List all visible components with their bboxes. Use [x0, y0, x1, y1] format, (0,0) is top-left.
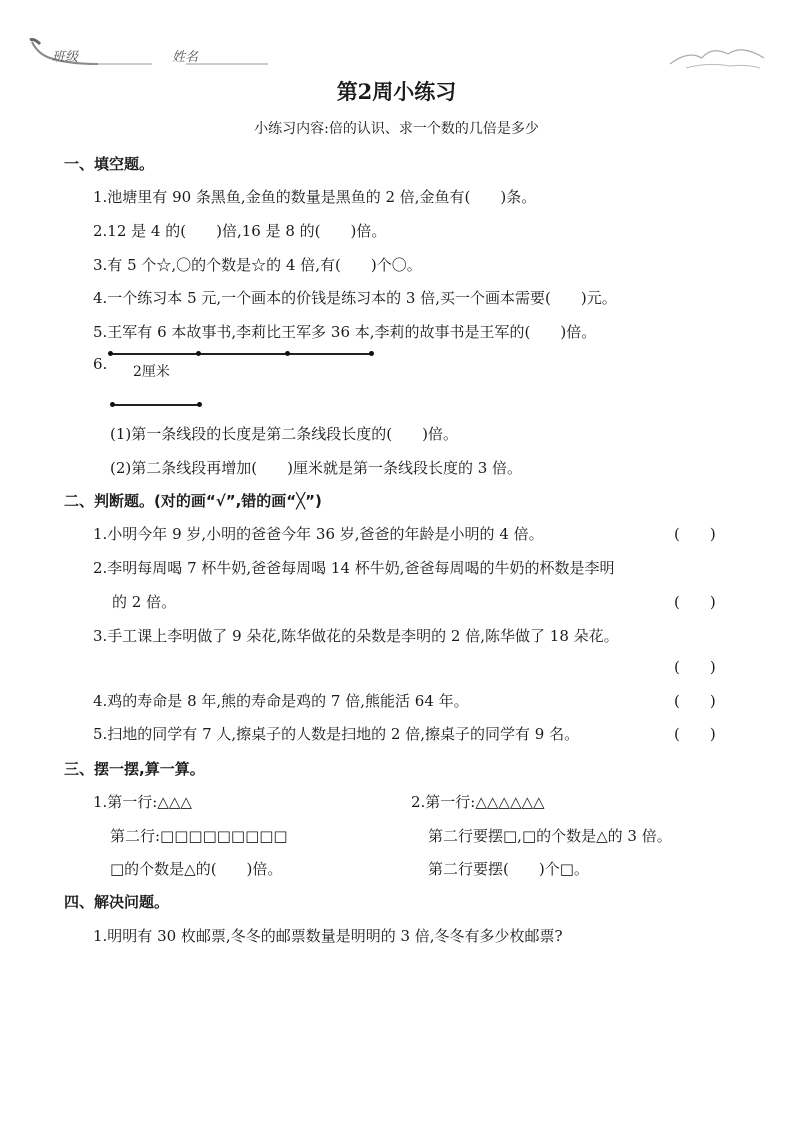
s3-problem-1-question: □的个数是△的( )倍。	[110, 860, 283, 878]
s4-question-1: 1.明明有 30 枚邮票,冬冬的邮票数量是明明的 3 倍,冬冬有多少枚邮票?	[93, 927, 563, 945]
section2-heading: 二、判断题。(对的画“√”,错的画“╳”)	[64, 492, 322, 510]
section4-heading: 四、解决问题。	[64, 893, 170, 911]
s2-question-3: 3.手工课上李明做了 9 朵花,陈华做花的朵数是李明的 2 倍,陈华做了 18 朵花。	[93, 627, 619, 645]
page-title: 第2周小练习	[336, 79, 457, 104]
s1-question-5: 5.王军有 6 本故事书,李莉比王军多 36 本,李莉的故事书是王军的( )倍。	[93, 323, 597, 341]
second-segment	[112, 404, 200, 406]
segment-tick	[285, 351, 290, 356]
s3-problem-2-row-1: 2.第一行:△△△△△△	[411, 793, 545, 811]
mountain-decoration	[668, 40, 768, 75]
s1-question-3: 3.有 5 个☆,〇的个数是☆的 4 倍,有( )个〇。	[93, 256, 422, 274]
s3-problem-2-row-2: 第二行要摆□,□的个数是△的 3 倍。	[428, 827, 672, 845]
s2-answer-1[interactable]: ( )	[674, 525, 716, 543]
segment-endpoint	[108, 351, 113, 356]
segment-endpoint	[369, 351, 374, 356]
s1-question-4: 4.一个练习本 5 元,一个画本的价钱是练习本的 3 倍,买一个画本需要( )元。	[93, 289, 617, 307]
s2-answer-4[interactable]: ( )	[674, 692, 716, 710]
s2-answer-5[interactable]: ( )	[674, 725, 716, 743]
s2-question-2-line-2: 的 2 倍。	[112, 593, 177, 611]
s2-answer-2[interactable]: ( )	[674, 593, 716, 611]
page-subtitle: 小练习内容:倍的认识、求一个数的几倍是多少	[254, 121, 539, 137]
s2-question-5: 5.扫地的同学有 7 人,擦桌子的人数是扫地的 2 倍,擦桌子的同学有 9 名。	[93, 725, 580, 743]
segment-endpoint	[110, 402, 115, 407]
s1-question-6-sub-2: (2)第二条线段再增加( )厘米就是第一条线段长度的 3 倍。	[110, 459, 523, 477]
s2-question-2-line-1: 2.李明每周喝 7 杯牛奶,爸爸每周喝 14 杯牛奶,爸爸每周喝的牛奶的杯数是李明	[93, 559, 615, 577]
section3-heading: 三、摆一摆,算一算。	[64, 760, 205, 778]
segment-length-label: 2厘米	[133, 364, 170, 380]
class-label: 班级	[52, 50, 79, 65]
s2-question-1: 1.小明今年 9 岁,小明的爸爸今年 36 岁,爸爸的年龄是小明的 4 倍。	[93, 525, 544, 543]
s2-question-4: 4.鸡的寿命是 8 年,熊的寿命是鸡的 7 倍,熊能活 64 年。	[93, 692, 469, 710]
name-label: 姓名	[172, 50, 199, 65]
s1-question-2: 2.12 是 4 的( )倍,16 是 8 的( )倍。	[93, 222, 387, 240]
s3-problem-2-question: 第二行要摆( )个□。	[428, 860, 589, 878]
section1-heading: 一、填空题。	[64, 155, 155, 173]
segment-endpoint	[197, 402, 202, 407]
segment-tick	[196, 351, 201, 356]
s1-question-6-sub-1: (1)第一条线段的长度是第二条线段长度的( )倍。	[110, 425, 458, 443]
s1-question-6-number: 6.	[93, 355, 108, 373]
s4-answer-area[interactable]	[93, 960, 733, 1100]
s3-problem-1-row-1: 1.第一行:△△△	[93, 793, 192, 811]
s1-question-1: 1.池塘里有 90 条黑鱼,金鱼的数量是黑鱼的 2 倍,金鱼有( )条。	[93, 188, 537, 206]
s3-problem-1-row-2: 第二行:□□□□□□□□□	[110, 827, 288, 845]
s2-answer-3[interactable]: ( )	[674, 658, 716, 676]
first-segment	[110, 353, 372, 355]
